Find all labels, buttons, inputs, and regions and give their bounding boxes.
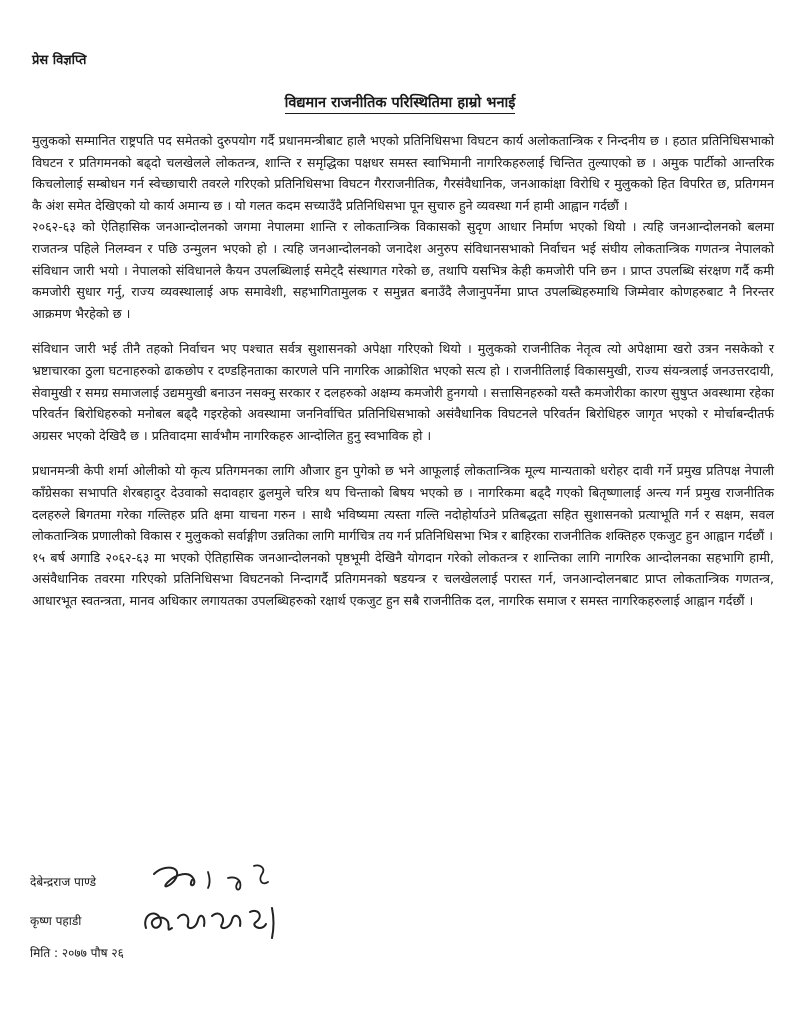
paragraph-3: संविधान जारी भई तीनै तहको निर्वाचन भए पश्चात सर्वत्र सुशासनको अपेक्षा गरिएको थियो । मुलुकको राजनीतिक नेतृत्व त्यो अपेक्षामा खरो उत्रन नसकेको र भ्रष्टाचारका ठुला घटनाहरुको ढाकछोप र दण्डहिनताका कारणले पनि नागरिक आक्रोशित भएको सत्य हो । राजनीतिलाई विकासमुखी, राज्य संयन्त्रलाई जनउत्तरदायी, सेवामुखी र समग्र समाजलाई उद्यममुखी बनाउन नसक्नु सरकार र दलहरुको अक्षम्य कमजोरी हुनगयो । सत्तासिनहरुको यस्तै कमजोरीका कारण सुषुप्त अवस्थामा रहेका परिवर्तन बिरोधिहरुको मनोबल बढ्दै गइरहेको अवस्थामा जननिर्वाचित प्रतिनिधिसभाको असंवैधानिक विघटनले परिवर्तन बिरोधिहरु जागृत भएको र मोर्चाबन्दीतर्फ अग्रसर भएको देखिदै छ । प्रतिवादमा सार्वभौम नागरिकहरु आन्दोलित हुनु स्वभाविक हो । [32,341,774,443]
document-title [0,92,800,112]
paragraph-1: मुलुकको सम्मानित राष्ट्रपति पद समेतको दुरुपयोग गर्दै प्रधानमन्त्रीबाट हालै भएको प्रतिनिधिसभा विघटन कार्य अलोकतान्त्रिक र निन्दनीय छ । हठात प्रतिनिधिसभाको विघटन र प्रतिगमनको बढ्दो चलखेलले लोकतन्त्र, शान्ति र समृद्धिका पक्षधर समस्त स्वाभिमानी नागरिकहरुलाई चिन्तित तुल्याएको छ । अमुक पार्टीको आन्तरिक किचलोलाई सम्बोधन गर्न स्वेच्छाचारी तवरले गरिएको प्रतिनिधिसभा विघटन गैरराजनीतिक, गैरसंवैधानिक, जनआकांक्षा विरोधि र मुलुकको हित विपरित छ, प्रतिगमन कै अंश समेत देखिएको यो कार्य अमान्य छ । यो गलत कदम सच्याउँदै प्रतिनिधिसभा पून सुचारु हुने व्यवस्था गर्न हामी आह्वान गर्दछौं । [32,133,774,213]
document-title-text: विद्यमान राजनीतिक परिस्थितिमा हाम्रो भनाई [285,95,516,114]
paragraph-2: २०६२-६३ को ऐतिहासिक जनआन्दोलनको जगमा नेपालमा शान्ति र लोकतान्त्रिक विकासको सुदृण आधार निर्माण भएको थियो । त्यहि जनआन्दोलनको बलमा राजतन्त्र पहिले निलम्वन र पछि उन्मुलन भएको हो । त्यहि जनआन्दोलनको जनादेश अनुरुप संविधानसभाको निर्वाचन भई संघीय लोकतान्त्रिक गणतन्त्र नेपालको संविधान जारी भयो । नेपालको संविधानले कैयन उपलब्धिलाई समेट्दै संस्थागत गरेको छ, तथापि यसभित्र केही कमजोरी पनि छन । प्राप्त उपलब्धि संरक्षण गर्दै कमी कमजोरी सुधार गर्नु, राज्य व्यवस्थालाई अफ समावेशी, सहभागितामुलक र समुन्नत बनाउँदै लैजानुपर्नेमा प्राप्त उपलब्धिहरुमाथि जिम्मेवार कोणहरुबाट नै निरन्तर आक्रमण भैरहेको छ । [32,219,774,321]
signature-2-image [138,898,288,942]
signatory-2-name: कृष्ण पहाडी [30,914,82,928]
paragraph-5: १५ बर्ष अगाडि २०६२-६३ मा भएको ऐतिहासिक जनआन्दोलनको पृष्ठभूमी देखिनै योगदान गरेको लोकतन्त्र र शान्तिका लागि नागरिक आन्दोलनका सहभागि हामी, असंवैधानिक तवरमा गरिएको प्रतिनिधिसभा विघटनको निन्दागर्दै प्रतिगमनको षडयन्त्र र चलखेललाई परास्त गर्न, जनआन्दोलनबाट प्राप्त लोकतान्त्रिक गणतन्त्र, आधारभूत स्वतन्त्रता, मानव अधिकार लगायतका उपलब्धिहरुको रक्षार्थ एकजुट हुन सबै राजनीतिक दल, नागरिक समाज र समस्त नागरिकहरुलाई आह्वान गर्दछौं । [32,549,774,608]
document-date: मिति : २०७७ पौष २६ [30,946,124,960]
signature-1-image [150,858,280,898]
document-body [32,130,774,611]
signatory-1-name: देबेन्द्रराज पाण्डे [30,875,97,889]
press-release-label: प्रेस विज्ञप्ति [32,53,87,68]
paragraph-4: प्रधानमन्त्री केपी शर्मा ओलीको यो कृत्य प्रतिगमनका लागि औजार हुन पुगेको छ भने आफूलाई लोकतान्त्रिक मूल्य मान्यताको धरोहर दावी गर्ने प्रमुख प्रतिपक्ष नेपाली काँग्रेसका सभापति शेरबहादुर देउवाको सदावहार ढुलमुले चरित्र थप चिन्ताको बिषय भएको छ । नागरिकमा बढ्दै गएको बितृष्णालाई अन्त्य गर्न प्रमुख राजनीतिक दलहरुले बिगतमा गरेका गल्तिहरु प्रति क्षमा याचना गरुन । साथै भविष्यमा त्यस्ता गल्ति नदोहोर्याउने प्रतिबद्धता सहित सुशासनको प्रत्याभूति गर्न र सक्षम, सवल लोकतान्त्रिक प्रणालीको विकास र मुलुकको सर्वाङ्गीण उन्नतिका लागि मार्गचित्र तय गर्न प्रतिनिधिसभा भित्र र बाहिरका राजनीतिक शक्तिहरु एकजुट हुन आह्वान गर्दछौं । [32,463,774,544]
